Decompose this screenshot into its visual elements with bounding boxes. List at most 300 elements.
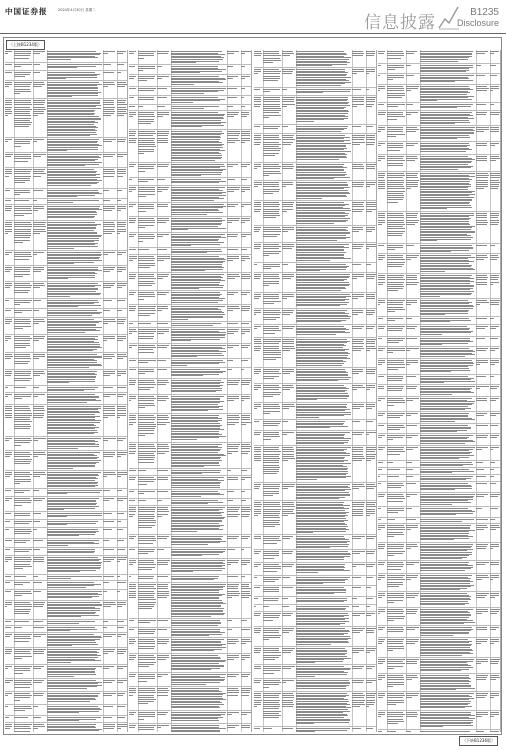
- table-row: [378, 424, 500, 434]
- table-cell: [171, 469, 227, 475]
- table-cell: [296, 368, 352, 383]
- table-row: [5, 539, 127, 548]
- table-cell: [263, 576, 282, 585]
- table-row: [5, 71, 127, 81]
- table-cell: [352, 483, 365, 500]
- table-cell: [117, 575, 127, 580]
- table-cell: [387, 468, 406, 474]
- table-cell: [117, 50, 127, 62]
- table-cell: [103, 335, 116, 352]
- table-cell: [254, 50, 262, 67]
- table-row: [129, 673, 251, 687]
- table-cell: [378, 317, 386, 324]
- table-cell: [263, 88, 282, 95]
- table-cell: [352, 226, 365, 242]
- table-cell: [254, 431, 262, 445]
- table-cell: [138, 499, 157, 505]
- table-row: [129, 499, 251, 506]
- table-cell: [157, 233, 170, 247]
- table-cell: [263, 309, 282, 324]
- table-row: [129, 654, 251, 673]
- table-cell: [157, 443, 170, 468]
- table-cell: [282, 181, 295, 200]
- continued-from-tag: （上接B1234版）: [6, 40, 45, 50]
- table-cell: [241, 344, 251, 358]
- table-row: [254, 576, 376, 586]
- table-cell: [14, 723, 33, 732]
- table-cell: [406, 574, 419, 591]
- table-cell: [296, 563, 352, 575]
- table-row: [254, 243, 376, 263]
- table-cell: [129, 619, 137, 627]
- table-cell: [406, 359, 419, 374]
- table-cell: [5, 520, 13, 527]
- table-cell: [296, 96, 352, 124]
- table-cell: [117, 705, 127, 715]
- issue-date: 2024年4月30日 星期二: [58, 8, 96, 12]
- table-cell: [263, 68, 282, 87]
- table-cell: [241, 711, 251, 723]
- table-cell: [138, 638, 157, 653]
- table-cell: [157, 469, 170, 475]
- table-row: [254, 293, 376, 309]
- table-cell: [263, 612, 282, 626]
- table-cell: [227, 111, 240, 129]
- table-cell: [490, 692, 500, 710]
- table-cell: [387, 692, 406, 710]
- table-cell: [157, 186, 170, 202]
- table-cell: [387, 126, 406, 141]
- table-cell: [5, 590, 13, 600]
- table-cell: [227, 203, 240, 216]
- table-cell: [420, 155, 476, 171]
- table-cell: [47, 620, 103, 625]
- table-cell: [263, 627, 282, 646]
- table-cell: [366, 627, 376, 646]
- table-cell: [387, 212, 406, 243]
- table-cell: [103, 189, 116, 198]
- table-cell: [129, 255, 137, 272]
- table-cell: [296, 576, 352, 585]
- table-cell: [33, 318, 46, 334]
- table-cell: [476, 375, 489, 384]
- table-cell: [490, 244, 500, 253]
- table-cell: [490, 518, 500, 523]
- table-cell: [490, 524, 500, 542]
- table-cell: [138, 203, 157, 216]
- table-cell: [117, 99, 127, 137]
- table-cell: [387, 337, 406, 346]
- table-cell: [406, 126, 419, 141]
- table-cell: [366, 368, 376, 383]
- table-cell: [103, 520, 116, 527]
- table-cell: [227, 379, 240, 394]
- table-cell: [117, 437, 127, 450]
- table-cell: [138, 328, 157, 343]
- table-cell: [171, 548, 227, 558]
- table-cell: [241, 490, 251, 498]
- table-cell: [378, 482, 386, 492]
- table-cell: [352, 293, 365, 308]
- table-cell: [171, 559, 227, 574]
- table-cell: [263, 605, 282, 611]
- table-cell: [103, 692, 116, 704]
- table-cell: [129, 233, 137, 247]
- table-cell: [157, 75, 170, 86]
- table-cell: [282, 309, 295, 324]
- table-cell: [476, 317, 489, 324]
- table-cell: [254, 368, 262, 383]
- table-cell: [378, 561, 386, 573]
- table-cell: [378, 626, 386, 637]
- table-cell: [241, 217, 251, 232]
- table-cell: [129, 654, 137, 672]
- table-cell: [129, 186, 137, 202]
- table-cell: [352, 125, 365, 133]
- table-cell: [476, 468, 489, 474]
- table-cell: [378, 711, 386, 729]
- table-cell: [378, 299, 386, 316]
- table-cell: [129, 724, 137, 732]
- table-cell: [14, 471, 33, 488]
- table-cell: [157, 130, 170, 162]
- table-row: [378, 111, 500, 126]
- table-cell: [241, 575, 251, 582]
- table-cell: [476, 592, 489, 607]
- table-cell: [387, 397, 406, 411]
- table-cell: [254, 263, 262, 272]
- table-cell: [33, 723, 46, 732]
- table-row: [378, 299, 500, 317]
- table-cell: [378, 674, 386, 691]
- table-cell: [387, 142, 406, 154]
- table-cell: [129, 490, 137, 498]
- table-cell: [476, 518, 489, 523]
- table-cell: [387, 730, 406, 732]
- table-cell: [241, 379, 251, 394]
- table-cell: [378, 126, 386, 141]
- table-cell: [227, 233, 240, 247]
- table-cell: [171, 443, 227, 468]
- table-cell: [366, 181, 376, 200]
- table-cell: [366, 446, 376, 482]
- table-cell: [296, 605, 352, 611]
- table-cell: [14, 189, 33, 198]
- table-cell: [33, 81, 46, 98]
- table-cell: [47, 282, 103, 298]
- table-row: [254, 727, 376, 732]
- table-row: [5, 251, 127, 266]
- table-cell: [47, 63, 103, 70]
- table-cell: [352, 338, 365, 367]
- table-cell: [157, 535, 170, 547]
- table-cell: [296, 325, 352, 337]
- table-cell: [241, 328, 251, 343]
- table-cell: [420, 561, 476, 573]
- table-cell: [352, 727, 365, 732]
- table-cell: [157, 476, 170, 489]
- table-cell: [406, 658, 419, 673]
- table-cell: [171, 291, 227, 304]
- table-cell: [406, 461, 419, 467]
- table-cell: [103, 153, 116, 167]
- table-cell: [254, 563, 262, 575]
- table-cell: [5, 451, 13, 470]
- table-cell: [263, 483, 282, 500]
- table-cell: [406, 212, 419, 243]
- table-cell: [14, 221, 33, 250]
- table-cell: [296, 134, 352, 162]
- table-row: [254, 309, 376, 325]
- table-row: [378, 397, 500, 412]
- table-row: [378, 638, 500, 658]
- table-cell: [387, 347, 406, 358]
- table-cell: [171, 322, 227, 327]
- table-cell: [33, 633, 46, 647]
- table-cell: [129, 583, 137, 618]
- table-cell: [157, 548, 170, 558]
- table-cell: [387, 103, 406, 110]
- table-row: [378, 85, 500, 103]
- table-cell: [103, 370, 116, 385]
- table-cell: [157, 65, 170, 74]
- table-row: [378, 658, 500, 674]
- table-cell: [387, 244, 406, 253]
- table-cell: [366, 679, 376, 691]
- table-cell: [47, 299, 103, 308]
- table-cell: [5, 633, 13, 647]
- table-cell: [5, 251, 13, 265]
- table-cell: [138, 687, 157, 710]
- table-cell: [263, 403, 282, 419]
- table-cell: [490, 468, 500, 474]
- table-cell: [296, 273, 352, 292]
- table-row: [254, 50, 376, 68]
- table-row: [254, 647, 376, 665]
- table-cell: [366, 431, 376, 445]
- table-cell: [352, 550, 365, 562]
- table-cell: [171, 414, 227, 442]
- table-cell: [254, 605, 262, 611]
- table-cell: [14, 386, 33, 392]
- table-cell: [282, 88, 295, 95]
- table-cell: [254, 96, 262, 124]
- table-cell: [241, 130, 251, 162]
- table-cell: [263, 96, 282, 124]
- table-cell: [406, 446, 419, 460]
- table-cell: [296, 243, 352, 262]
- table-cell: [352, 68, 365, 87]
- table-cell: [352, 586, 365, 596]
- table-cell: [241, 583, 251, 618]
- table-cell: [366, 483, 376, 500]
- table-cell: [490, 397, 500, 411]
- table-cell: [14, 168, 33, 188]
- table-row: [5, 353, 127, 370]
- table-cell: [263, 586, 282, 596]
- table-cell: [476, 730, 489, 732]
- table-cell: [263, 338, 282, 367]
- table-cell: [47, 81, 103, 98]
- table-row: [129, 548, 251, 559]
- table-row: [5, 581, 127, 590]
- table-cell: [138, 469, 157, 475]
- table-cell: [352, 446, 365, 482]
- table-cell: [406, 244, 419, 253]
- table-cell: [157, 305, 170, 321]
- table-row: [129, 233, 251, 248]
- table-cell: [138, 291, 157, 304]
- table-cell: [476, 424, 489, 433]
- table-cell: [282, 446, 295, 482]
- table-cell: [14, 601, 33, 619]
- table-cell: [117, 353, 127, 369]
- table-cell: [47, 370, 103, 385]
- table-cell: [117, 692, 127, 704]
- table-cell: [33, 251, 46, 265]
- table-cell: [387, 561, 406, 573]
- table-cell: [282, 384, 295, 402]
- table-row: [5, 153, 127, 168]
- table-cell: [420, 493, 476, 506]
- table-cell: [352, 163, 365, 180]
- table-cell: [33, 716, 46, 722]
- table-cell: [282, 665, 295, 678]
- table-cell: [171, 368, 227, 378]
- table-cell: [378, 74, 386, 84]
- table-cell: [263, 201, 282, 225]
- table-cell: [103, 81, 116, 98]
- table-row: [254, 550, 376, 563]
- table-cell: [406, 692, 419, 710]
- table-row: [129, 414, 251, 443]
- table-cell: [296, 586, 352, 596]
- table-cell: [254, 550, 262, 562]
- table-cell: [138, 548, 157, 558]
- table-cell: [406, 507, 419, 517]
- table-cell: [387, 412, 406, 423]
- table-cell: [378, 446, 386, 460]
- table-cell: [296, 597, 352, 604]
- table-cell: [47, 648, 103, 664]
- table-cell: [476, 337, 489, 346]
- table-cell: [254, 535, 262, 549]
- table-row: [129, 328, 251, 344]
- table-cell: [14, 199, 33, 204]
- table-cell: [129, 359, 137, 367]
- table-cell: [490, 674, 500, 691]
- table-cell: [47, 189, 103, 198]
- table-row: [378, 507, 500, 518]
- table-cell: [227, 322, 240, 327]
- table-cell: [157, 687, 170, 710]
- table-cell: [138, 414, 157, 442]
- table-cell: [352, 431, 365, 445]
- table-cell: [254, 612, 262, 626]
- table-cell: [5, 581, 13, 589]
- table-cell: [241, 619, 251, 627]
- table-cell: [406, 347, 419, 358]
- table-cell: [129, 178, 137, 185]
- table-cell: [241, 163, 251, 177]
- table-cell: [263, 226, 282, 242]
- table-cell: [117, 648, 127, 664]
- table-cell: [420, 574, 476, 591]
- table-cell: [138, 654, 157, 672]
- table-cell: [33, 539, 46, 547]
- table-cell: [117, 405, 127, 436]
- table-cell: [157, 178, 170, 185]
- table-cell: [241, 273, 251, 290]
- table-cell: [171, 163, 227, 177]
- table-cell: [352, 563, 365, 575]
- table-cell: [33, 489, 46, 496]
- table-cell: [387, 475, 406, 481]
- table-row: [378, 244, 500, 254]
- table-cell: [5, 471, 13, 488]
- table-cell: [14, 692, 33, 704]
- table-cell: [406, 299, 419, 316]
- table-cell: [14, 648, 33, 664]
- table-cell: [254, 586, 262, 596]
- table-row: [378, 524, 500, 543]
- table-cell: [157, 217, 170, 232]
- table-cell: [406, 468, 419, 474]
- table-cell: [420, 347, 476, 358]
- table-cell: [420, 64, 476, 73]
- table-cell: [420, 446, 476, 460]
- table-cell: [378, 543, 386, 560]
- table-cell: [171, 87, 227, 95]
- table-cell: [47, 205, 103, 220]
- table-cell: [227, 506, 240, 534]
- table-cell: [157, 96, 170, 104]
- table-row: [129, 535, 251, 548]
- table-row: [378, 574, 500, 592]
- table-cell: [241, 628, 251, 637]
- table-cell: [241, 638, 251, 653]
- table-cell: [476, 126, 489, 141]
- table-cell: [387, 608, 406, 625]
- table-cell: [406, 337, 419, 346]
- table-cell: [366, 612, 376, 626]
- table-cell: [366, 201, 376, 225]
- table-cell: [366, 309, 376, 324]
- table-cell: [476, 412, 489, 423]
- table-cell: [138, 535, 157, 547]
- table-cell: [14, 489, 33, 496]
- table-row: [5, 723, 127, 732]
- table-cell: [157, 273, 170, 290]
- table-cell: [14, 665, 33, 678]
- table-cell: [117, 335, 127, 352]
- table-cell: [47, 353, 103, 369]
- table-cell: [282, 692, 295, 726]
- table-row: [254, 563, 376, 576]
- table-cell: [296, 163, 352, 180]
- table-cell: [14, 716, 33, 722]
- table-row: [129, 217, 251, 233]
- table-cell: [352, 96, 365, 124]
- table-cell: [138, 711, 157, 723]
- table-cell: [420, 85, 476, 102]
- table-cell: [138, 255, 157, 272]
- table-cell: [117, 679, 127, 691]
- table-cell: [476, 244, 489, 253]
- table-cell: [117, 393, 127, 404]
- table-cell: [282, 226, 295, 242]
- table-cell: [5, 648, 13, 664]
